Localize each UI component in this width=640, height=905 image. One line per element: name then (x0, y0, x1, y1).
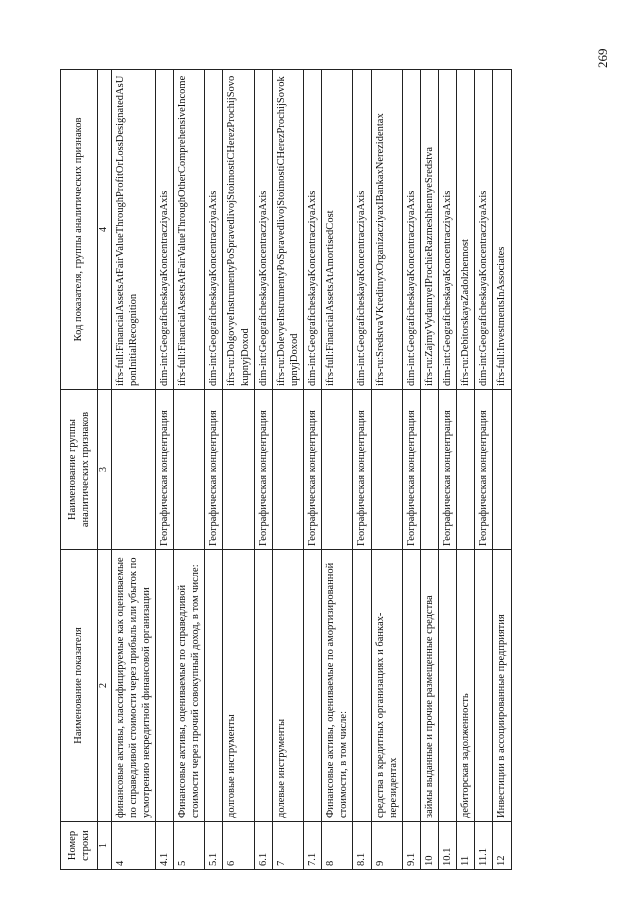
group-name-cell (272, 390, 303, 550)
indicator-name-cell: Финансовые активы, оцениваемые по амортизированной стоимости, в том числе: (322, 550, 353, 822)
indicator-name-cell (155, 550, 173, 822)
header-row-number: Номер строки (61, 822, 98, 870)
group-name-cell: Географическая концентрация (304, 390, 322, 550)
column-number: 4 (98, 70, 112, 390)
table-row (493, 70, 511, 870)
row-number-cell: 5 (174, 822, 205, 870)
table-row (322, 70, 353, 870)
group-name-cell: Географическая концентрация (475, 390, 493, 550)
row-number-cell: 8.1 (353, 822, 371, 870)
group-name-cell: Географическая концентрация (205, 390, 223, 550)
indicator-name-cell (254, 550, 272, 822)
indicator-code-cell: dim-int:GeograficheskayaKoncentracziyaAxis (304, 70, 322, 390)
row-number-cell: 4.1 (155, 822, 173, 870)
indicator-code-cell: ifrs-ru:DolgovyeInstrumentyPoSpravedlivojStoimostiCHerezProchijSovokupnyjDoxod (223, 70, 254, 390)
indicator-code-cell: dim-int:GeograficheskayaKoncentracziyaAxis (475, 70, 493, 390)
row-number-cell: 6.1 (254, 822, 272, 870)
table-row (457, 70, 475, 870)
header-group-name: Наименование группы аналитических признаков (61, 390, 98, 550)
table-row (205, 70, 223, 870)
table-row (155, 70, 173, 870)
table-row (402, 70, 420, 870)
indicator-code-cell: ifrs-full:FinancialAssetsAtFairValueThroughProfitOrLossDesignatedAsUponInitialRecognition (111, 70, 155, 390)
table-row (223, 70, 254, 870)
group-name-cell (457, 390, 475, 550)
table-header-row (61, 70, 98, 870)
table-row (254, 70, 272, 870)
indicator-name-cell (475, 550, 493, 822)
row-number-cell: 11.1 (475, 822, 493, 870)
group-name-cell (322, 390, 353, 550)
row-number-cell: 9.1 (402, 822, 420, 870)
row-number-cell: 8 (322, 822, 353, 870)
indicator-name-cell: долевые инструменты (272, 550, 303, 822)
row-number-cell: 11 (457, 822, 475, 870)
group-name-cell: Географическая концентрация (353, 390, 371, 550)
indicator-code-cell: dim-int:GeograficheskayaKoncentracziyaAxis (205, 70, 223, 390)
column-number-row (98, 70, 112, 870)
indicator-code-cell: ifrs-full:FinancialAssetsAtAmortisedCost (322, 70, 353, 390)
column-number: 2 (98, 550, 112, 822)
row-number-cell: 10 (420, 822, 438, 870)
row-number-cell: 5.1 (205, 822, 223, 870)
indicator-code-cell: ifrs-full:InvestmentsInAssociates (493, 70, 511, 390)
table-row (111, 70, 155, 870)
indicator-code-cell: ifrs-ru:ZajmyVydannyeIProchieRazmeshhennyeSredstva (420, 70, 438, 390)
row-number-cell: 6 (223, 822, 254, 870)
table-body (111, 70, 511, 870)
indicator-name-cell (353, 550, 371, 822)
table-row (353, 70, 371, 870)
page-number: 269 (595, 48, 610, 68)
indicator-name-cell: Финансовые активы, оцениваемые по справедливой стоимости через прочий совокупный доход, в том числе: (174, 550, 205, 822)
group-name-cell: Географическая концентрация (155, 390, 173, 550)
row-number-cell: 7 (272, 822, 303, 870)
indicator-name-cell (205, 550, 223, 822)
indicator-name-cell: Инвестиции в ассоциированные предприятия (493, 550, 511, 822)
indicator-name-cell (402, 550, 420, 822)
table-row (174, 70, 205, 870)
row-number-cell: 12 (493, 822, 511, 870)
indicator-code-cell: dim-int:GeograficheskayaKoncentracziyaAxis (439, 70, 457, 390)
group-name-cell (371, 390, 402, 550)
indicator-code-cell: ifrs-ru:DebitorskayaZadolzhennost (457, 70, 475, 390)
group-name-cell (420, 390, 438, 550)
header-indicator-name: Наименование показателя (61, 550, 98, 822)
column-number: 1 (98, 822, 112, 870)
table-row (439, 70, 457, 870)
header-code: Код показателя, группы аналитических признаков (61, 70, 98, 390)
indicator-name-cell (439, 550, 457, 822)
row-number-cell: 10.1 (439, 822, 457, 870)
indicator-name-cell: дебиторская задолженность (457, 550, 475, 822)
group-name-cell (174, 390, 205, 550)
table-row (272, 70, 303, 870)
group-name-cell: Географическая концентрация (439, 390, 457, 550)
group-name-cell: Географическая концентрация (254, 390, 272, 550)
indicator-name-cell: финансовые активы, классифицируемые как оцениваемые по справедливой стоимости через прибыль или убыток по усмотрению некредитной финансовой организации (111, 550, 155, 822)
group-name-cell (111, 390, 155, 550)
indicator-name-cell: средства в кредитных организациях и банках-нерезидентах (371, 550, 402, 822)
row-number-cell: 7.1 (304, 822, 322, 870)
row-number-cell: 9 (371, 822, 402, 870)
table-row (371, 70, 402, 870)
indicator-table (60, 69, 512, 870)
group-name-cell (493, 390, 511, 550)
indicator-name-cell (304, 550, 322, 822)
group-name-cell: Географическая концентрация (402, 390, 420, 550)
indicator-code-cell: ifrs-ru:SredstvaVKreditnyxOrganizacziyaxIBankaxNerezidentax (371, 70, 402, 390)
row-number-cell: 4 (111, 822, 155, 870)
indicator-code-cell: dim-int:GeograficheskayaKoncentracziyaAxis (353, 70, 371, 390)
indicator-name-cell: долговые инструменты (223, 550, 254, 822)
group-name-cell (223, 390, 254, 550)
indicator-code-cell: dim-int:GeograficheskayaKoncentracziyaAxis (402, 70, 420, 390)
table-row (475, 70, 493, 870)
column-number: 3 (98, 390, 112, 550)
table-row (420, 70, 438, 870)
indicator-code-cell: ifrs-full:FinancialAssetsAtFairValueThroughOtherComprehensiveIncome (174, 70, 205, 390)
indicator-code-cell: ifrs-ru:DolevyeInstrumentyPoSpravedlivojStoimostiCHerezProchijSovokupnyjDoxod (272, 70, 303, 390)
indicator-code-cell: dim-int:GeograficheskayaKoncentracziyaAxis (155, 70, 173, 390)
indicator-code-cell: dim-int:GeograficheskayaKoncentracziyaAxis (254, 70, 272, 390)
table-row (304, 70, 322, 870)
indicator-name-cell: займы выданные и прочие размещенные средства (420, 550, 438, 822)
rotated-table-container (60, 70, 580, 870)
